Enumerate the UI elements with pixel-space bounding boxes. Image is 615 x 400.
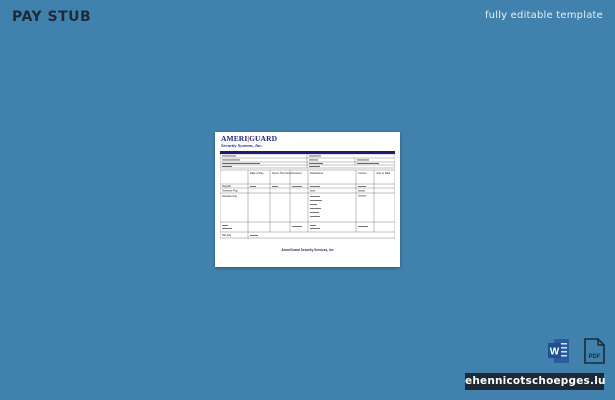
svg-text:PDF: PDF — [588, 354, 601, 360]
site-badge[interactable]: ehennicotschoepges.lu — [465, 373, 604, 390]
col-header-deductions: Deductions — [310, 172, 323, 175]
company-logo: AMERI|GUARD Security Systems, Inc. — [221, 134, 278, 148]
col-header-ytd: Year to Date — [376, 172, 391, 175]
row-vacation: Vacation Pay — [222, 195, 238, 198]
net-pay-label: Net Pay — [222, 234, 232, 237]
row-overtime: Overtime Pay — [222, 189, 238, 193]
pay-stub-document — [215, 132, 400, 267]
col-header-hours: Hours This Period — [272, 172, 293, 175]
page-title: PAY STUB — [12, 9, 92, 25]
logo-brand-a: AMERI — [221, 134, 248, 143]
pdf-icon[interactable] — [583, 338, 605, 364]
word-icon[interactable] — [548, 338, 570, 364]
employee-header-bar — [220, 151, 395, 154]
col-header-rate: Rate of Pay — [250, 172, 264, 175]
page-subtitle: fully editable template — [484, 10, 603, 21]
pay-stub-table — [220, 150, 395, 240]
company-name-footer: AmeriGuard Security Services, Inc — [281, 248, 334, 252]
row-regular: Regular — [222, 185, 232, 188]
svg-text:W: W — [549, 346, 560, 358]
col-header-ded-current: Current — [358, 172, 367, 175]
logo-brand-b: GUARD — [249, 134, 278, 143]
col-header-current: Current — [293, 172, 302, 175]
logo-subtitle: Security Systems, Inc. — [221, 142, 263, 148]
